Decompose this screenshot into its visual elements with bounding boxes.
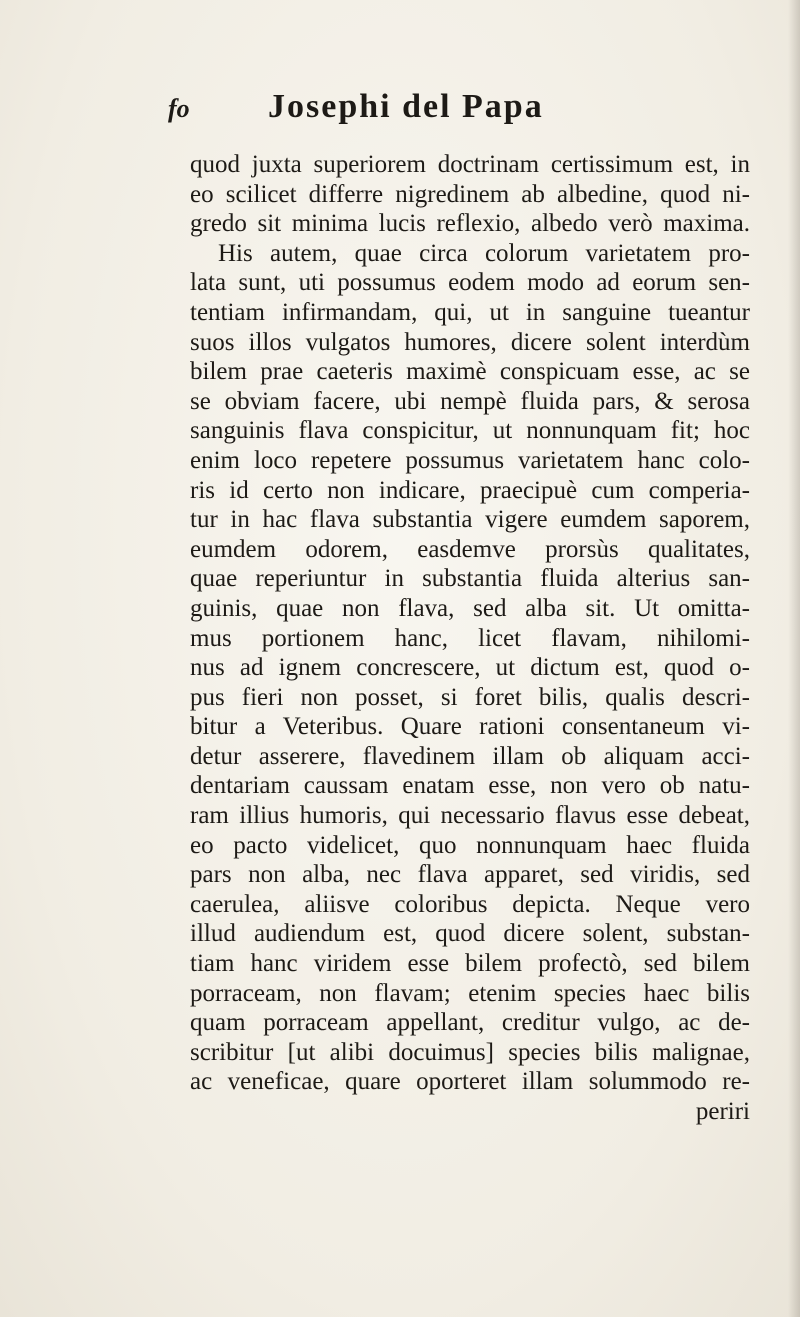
running-head: Josephi del Papa [268, 88, 544, 125]
text-line: eumdem odorem, easdemve prorsùs qualitates, [190, 535, 750, 563]
text-line: eo pacto videlicet, quo nonnunquam haec fluida [190, 831, 750, 859]
text-line: sanguinis flava conspicitur, ut nonnunquam fit; hoc [190, 417, 750, 445]
page-edge-shadow [788, 0, 800, 1317]
text-line: tur in hac flava substantia vigere eumdem saporem, [190, 506, 750, 534]
text-line: tiam hanc viridem esse bilem profectò, sed bilem [190, 950, 750, 978]
text-line: bitur a Veteribus. Quare rationi consentaneum vi- [190, 713, 750, 741]
text-line: suos illos vulgatos humores, dicere solent interdùm [190, 328, 750, 356]
text-line: quam porraceam appellant, creditur vulgo, ac de- [190, 1009, 750, 1037]
text-line: scribitur [ut alibi docuimus] species bilis malignae, [190, 1038, 750, 1066]
text-line: bilem prae caeteris maximè conspicuam esse, ac se [190, 358, 750, 386]
text-line: ac veneficae, quare oporteret illam solummodo re- [190, 1068, 750, 1096]
text-line: dentariam caussam enatam esse, non vero ob natu- [190, 772, 750, 800]
text-line: eo scilicet differre nigredinem ab albedine, quod ni- [190, 180, 750, 208]
text-line: nus ad ignem concrescere, ut dictum est, quod o- [190, 654, 750, 682]
text-line: porraceam, non flavam; etenim species haec bilis [190, 979, 750, 1007]
text-line: mus portionem hanc, licet flavam, nihilomi- [190, 624, 750, 652]
text-line: guinis, quae non flava, sed alba sit. Ut omitta- [190, 594, 750, 622]
text-line: quod juxta superiorem doctrinam certissimum est, in [190, 151, 750, 178]
catchword: periri [695, 1098, 750, 1125]
text-line: detur asserere, flavedinem illam ob aliquam acci- [190, 742, 750, 770]
body-text [190, 150, 750, 1127]
page-number: fo [168, 94, 190, 123]
text-line: pars non alba, nec flava apparet, sed viridis, sed [190, 861, 750, 889]
text-line: caerulea, aliisve coloribus depicta. Neque vero [190, 890, 750, 918]
text-line: ram illius humoris, qui necessario flavus esse debeat, [190, 802, 750, 830]
text-line: His autem, quae circa colorum varietatem pro- [218, 239, 750, 267]
text-line: quae reperiuntur in substantia fluida alterius san- [190, 565, 750, 593]
page-header [160, 88, 720, 132]
text-line: enim loco repetere possumus varietatem hanc colo- [190, 446, 750, 474]
text-line: pus fieri non posset, si foret bilis, qualis descri- [190, 683, 750, 711]
text-line: gredo sit minima lucis reflexio, albedo verò maxima. [190, 210, 750, 238]
text-line: ris id certo non indicare, praecipuè cum comperia- [190, 476, 750, 504]
text-line: tentiam infirmandam, qui, ut in sanguine tueantur [190, 298, 750, 326]
text-line: lata sunt, uti possumus eodem modo ad eorum sen- [190, 269, 750, 297]
text-line: illud audiendum est, quod dicere solent, substan- [190, 920, 750, 948]
text-line: se obviam facere, ubi nempè fluida pars, & serosa [190, 387, 750, 415]
